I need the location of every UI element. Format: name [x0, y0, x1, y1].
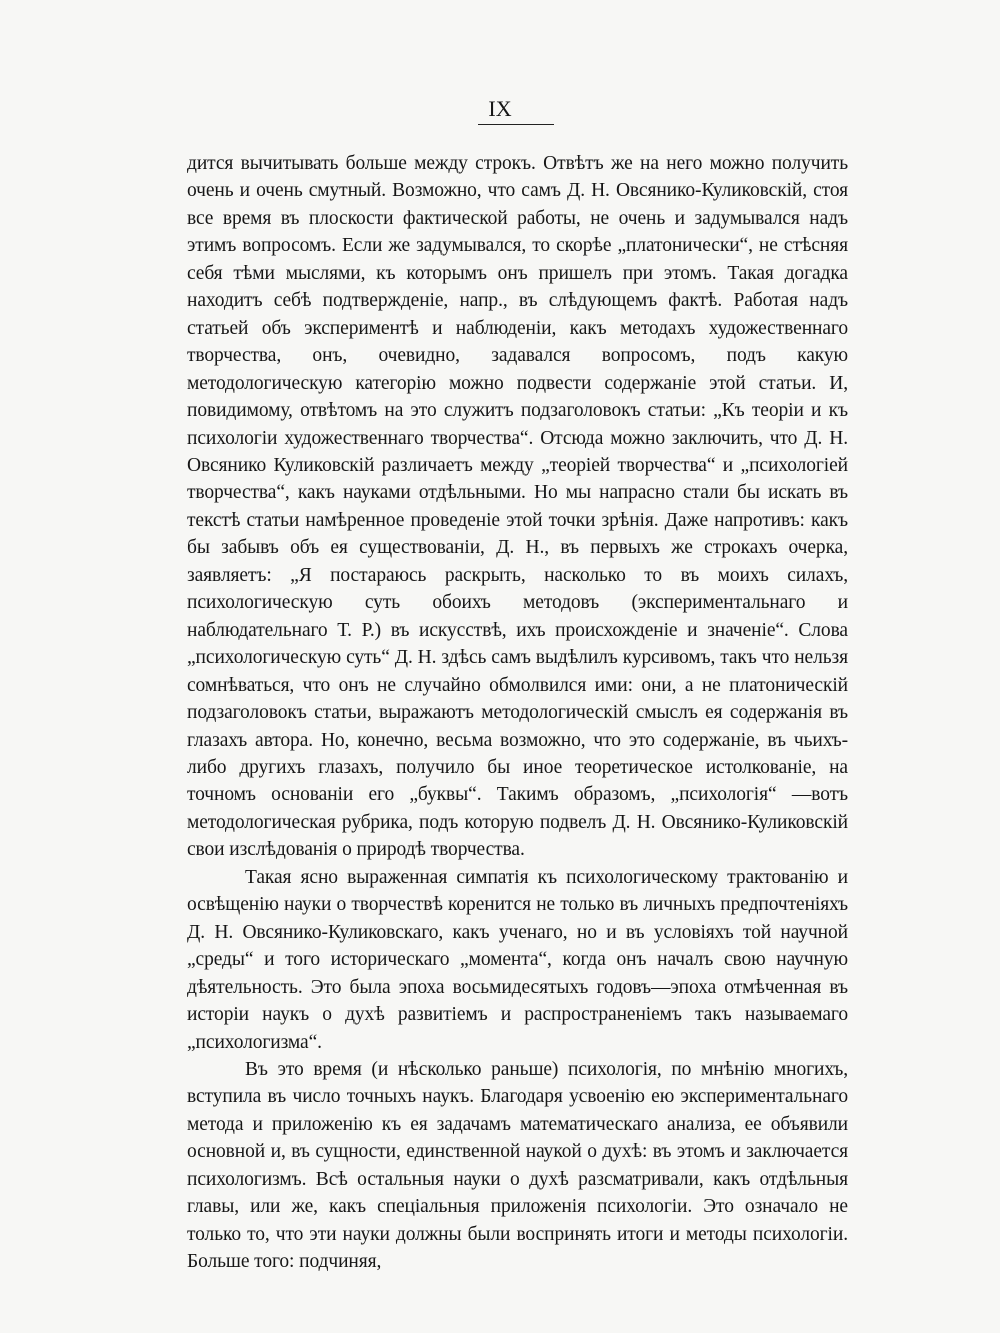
paragraph-1: дится вычитывать больше между строкъ. Отвѣтъ же на него можно получить очень и очень смутный. Возможно, что самъ Д. Н. Овсянико-Куликовскій, стоя все время въ плоскости фактической работы, не очень и задумывался надъ этимъ вопросомъ. Если же задумывался, то скорѣе „платонически“, не стѣсняя себя тѣми мыслями, къ которымъ онъ пришелъ при этомъ. Такая догадка находитъ себѣ подтвержденіе, напр., въ слѣдующемъ фактѣ. Работая надъ статьей объ экспериментѣ и наблюденіи, какъ методахъ художественнаго творчества, онъ, очевидно, задавался вопросомъ, подъ какую методологическую категорію можно подвести содержаніе этой статьи. И, повидимому, отвѣтомъ на это служитъ подзаголовокъ статьи: „Къ теоріи и къ психологіи художественнаго творчества“. Отсюда можно заключить, что Д. Н. Овсянико Куликовскій различаетъ между „теоріей творчества“ и „психологіей творчества“, какъ науками отдѣльными. Но мы напрасно стали бы искать въ текстѣ статьи намѣренное проведеніе этой точки зрѣнія. Даже напротивъ: какъ бы забывъ объ ея существованіи, Д. Н., въ первыхъ же строкахъ очерка, заявляетъ: „Я постараюсь раскрыть, насколько то въ моихъ силахъ, психологическую суть обоихъ методовъ (экспериментальнаго и наблюдательнаго Т. Р.) въ искусствѣ, ихъ происхожденіе и значеніе“. Слова „психологическую суть“ Д. Н. здѣсь самъ выдѣлилъ курсивомъ, такъ что нельзя сомнѣваться, что онъ не случайно обмолвился ими: они, а не платоническій подзаголовокъ статьи, выражаютъ методологическій смыслъ ея содержанія въ глазахъ автора. Но, конечно, весьма возможно, что это содержаніе, въ чьихъ-либо другихъ глазахъ, получило бы иное теоретическое истолкованіе, на точномъ основаніи его „буквы“. Такимъ образомъ, „психологія“ —вотъ методологическая рубрика, подъ которую подвелъ Д. Н. Овсянико-Куликовскій свои изслѣдованія о природѣ творчества. [187, 153, 848, 861]
header-rule [478, 124, 554, 125]
page-number: IX [488, 96, 512, 121]
page-body [187, 150, 848, 1276]
paragraph-3: Въ это время (и нѣсколько раньше) психологія, по мнѣнію многихъ, вступила въ число точныхъ наукъ. Благодаря усвоенію ею экспериментальнаго метода и приложенію къ ея задачамъ математическаго анализа, ее объявили основной и, въ сущности, единственной наукой о духѣ: въ этомъ и заключается психологизмъ. Всѣ остальныя науки о духѣ разсматривали, какъ отдѣльныя главы, или же, какъ спеціальныя приложенія психологіи. Это означало не только то, что эти науки должны были воспринять итоги и методы психологіи. Больше того: подчиняя, [187, 1058, 848, 1273]
paragraph-2: Такая ясно выраженная симпатія къ психологическому трактованію и освѣщенію науки о творчествѣ коренится не только въ личныхъ предпочтеніяхъ Д. Н. Овсянико-Куликовскаго, какъ ученаго, но и въ условіяхъ той научной „среды“ и того историческаго „момента“, когда онъ началъ свою научную дѣятельность. Это была эпоха восьмидесятыхъ годовъ—эпоха отмѣченная въ исторіи наукъ о духѣ развитіемъ и распространеніемъ такъ называемаго „психологизма“. [187, 866, 848, 1053]
